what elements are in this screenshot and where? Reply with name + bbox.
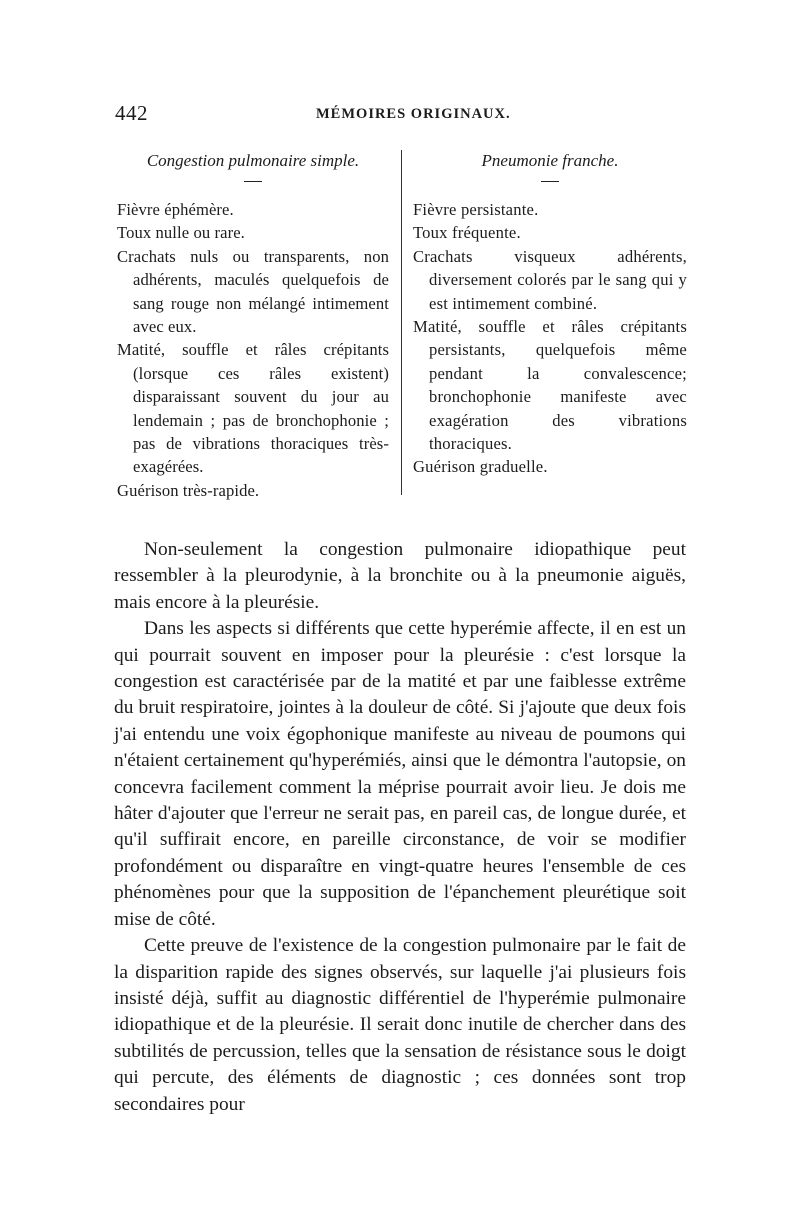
running-head: MÉMOIRES ORIGINAUX. [316,106,511,122]
entry-auscultation: Matité, souffle et râles crépitants (lorsque ces râles existent) disparaissant souvent du jour au lendemain ; pas de bronchophonie ; pas de vibrations thoraciques très-exagérées. [117,340,389,477]
column-heading-congestion: Congestion pulmonaire simple. [146,151,360,170]
table-column-pneumonie [413,150,687,479]
column-heading-pneumonie: Pneumonie franche. [481,151,619,170]
entry-sputum: Crachats visqueux adhérents, diversement colorés par le sang qui y est intimement combiné. [413,246,687,313]
body-text [114,537,686,1118]
entry-cough: Toux nulle ou rare. [117,223,245,243]
heading-dash [244,181,262,182]
entry-fever: Fièvre persistante. [413,200,539,219]
table-column-congestion [117,150,389,502]
heading-dash [541,181,559,182]
paragraph: Dans les aspects si différents que cette hyperémie affecte, il en est un qui pourrait souvent en imposer pour la pleurésie : c'est lorsque la congestion est caractérisée par de la matité et par une faiblesse extrême du bruit respiratoire, jointes à la douleur de côté. Si j'ajoute que deux fois j'ai entendu une voix égophonique manifeste au niveau de poumons qui n'étaient certainement qu'hyperémiés, ainsi que le démontra l'autopsie, on concevra facilement comment la méprise pourrait avoir lieu. Je dois me hâter d'ajouter que l'erreur ne serait pas, en pareil cas, de longue durée, et qu'il suffirait encore, en pareille circonstance, de voir se modifier profondément ou disparaître en vingt-quatre heures l'ensemble de ces phénomènes pour que la supposition de l'épanchement pleurétique soit mise de côté. [114,618,686,930]
page-number: 442 [115,101,148,125]
column-divider [401,150,402,495]
entry-cough: Toux fréquente. [413,223,521,243]
entry-recovery: Guérison très-rapide. [117,480,260,500]
column-entries-pneumonie [413,198,687,479]
paragraph: Cette preuve de l'existence de la congestion pulmonaire par le fait de la disparition rapide des signes observés, sur laquelle j'ai plusieurs fois insisté déjà, suffit au diagnostic différentiel de l'hyperémie pulmonaire idiopathique et de la pleurésie. Il serait donc inutile de chercher dans des subtilités de percussion, telles que la sensation de résistance sous le doigt qui percute, des éléments de diagnostic ; ces données sont trop secondaires pour [114,935,686,1115]
entry-auscultation: Matité, souffle et râles crépitants persistants, quelquefois même pendant la convalescence; bronchophonie manifeste avec exagération des vibrations thoraciques. [413,317,687,454]
column-entries-congestion [117,198,389,502]
paragraph: Non-seulement la congestion pulmonaire idiopathique peut ressembler à la pleurodynie, à la bronchite ou à la pneumonie aiguës, mais encore à la pleurésie. [114,539,686,613]
entry-recovery: Guérison graduelle. [413,457,548,477]
entry-sputum: Crachats nuls ou transparents, non adhérents, maculés quelquefois de sang rouge non mélangé intimement avec eux. [117,246,389,337]
entry-fever: Fièvre éphémère. [117,200,234,219]
